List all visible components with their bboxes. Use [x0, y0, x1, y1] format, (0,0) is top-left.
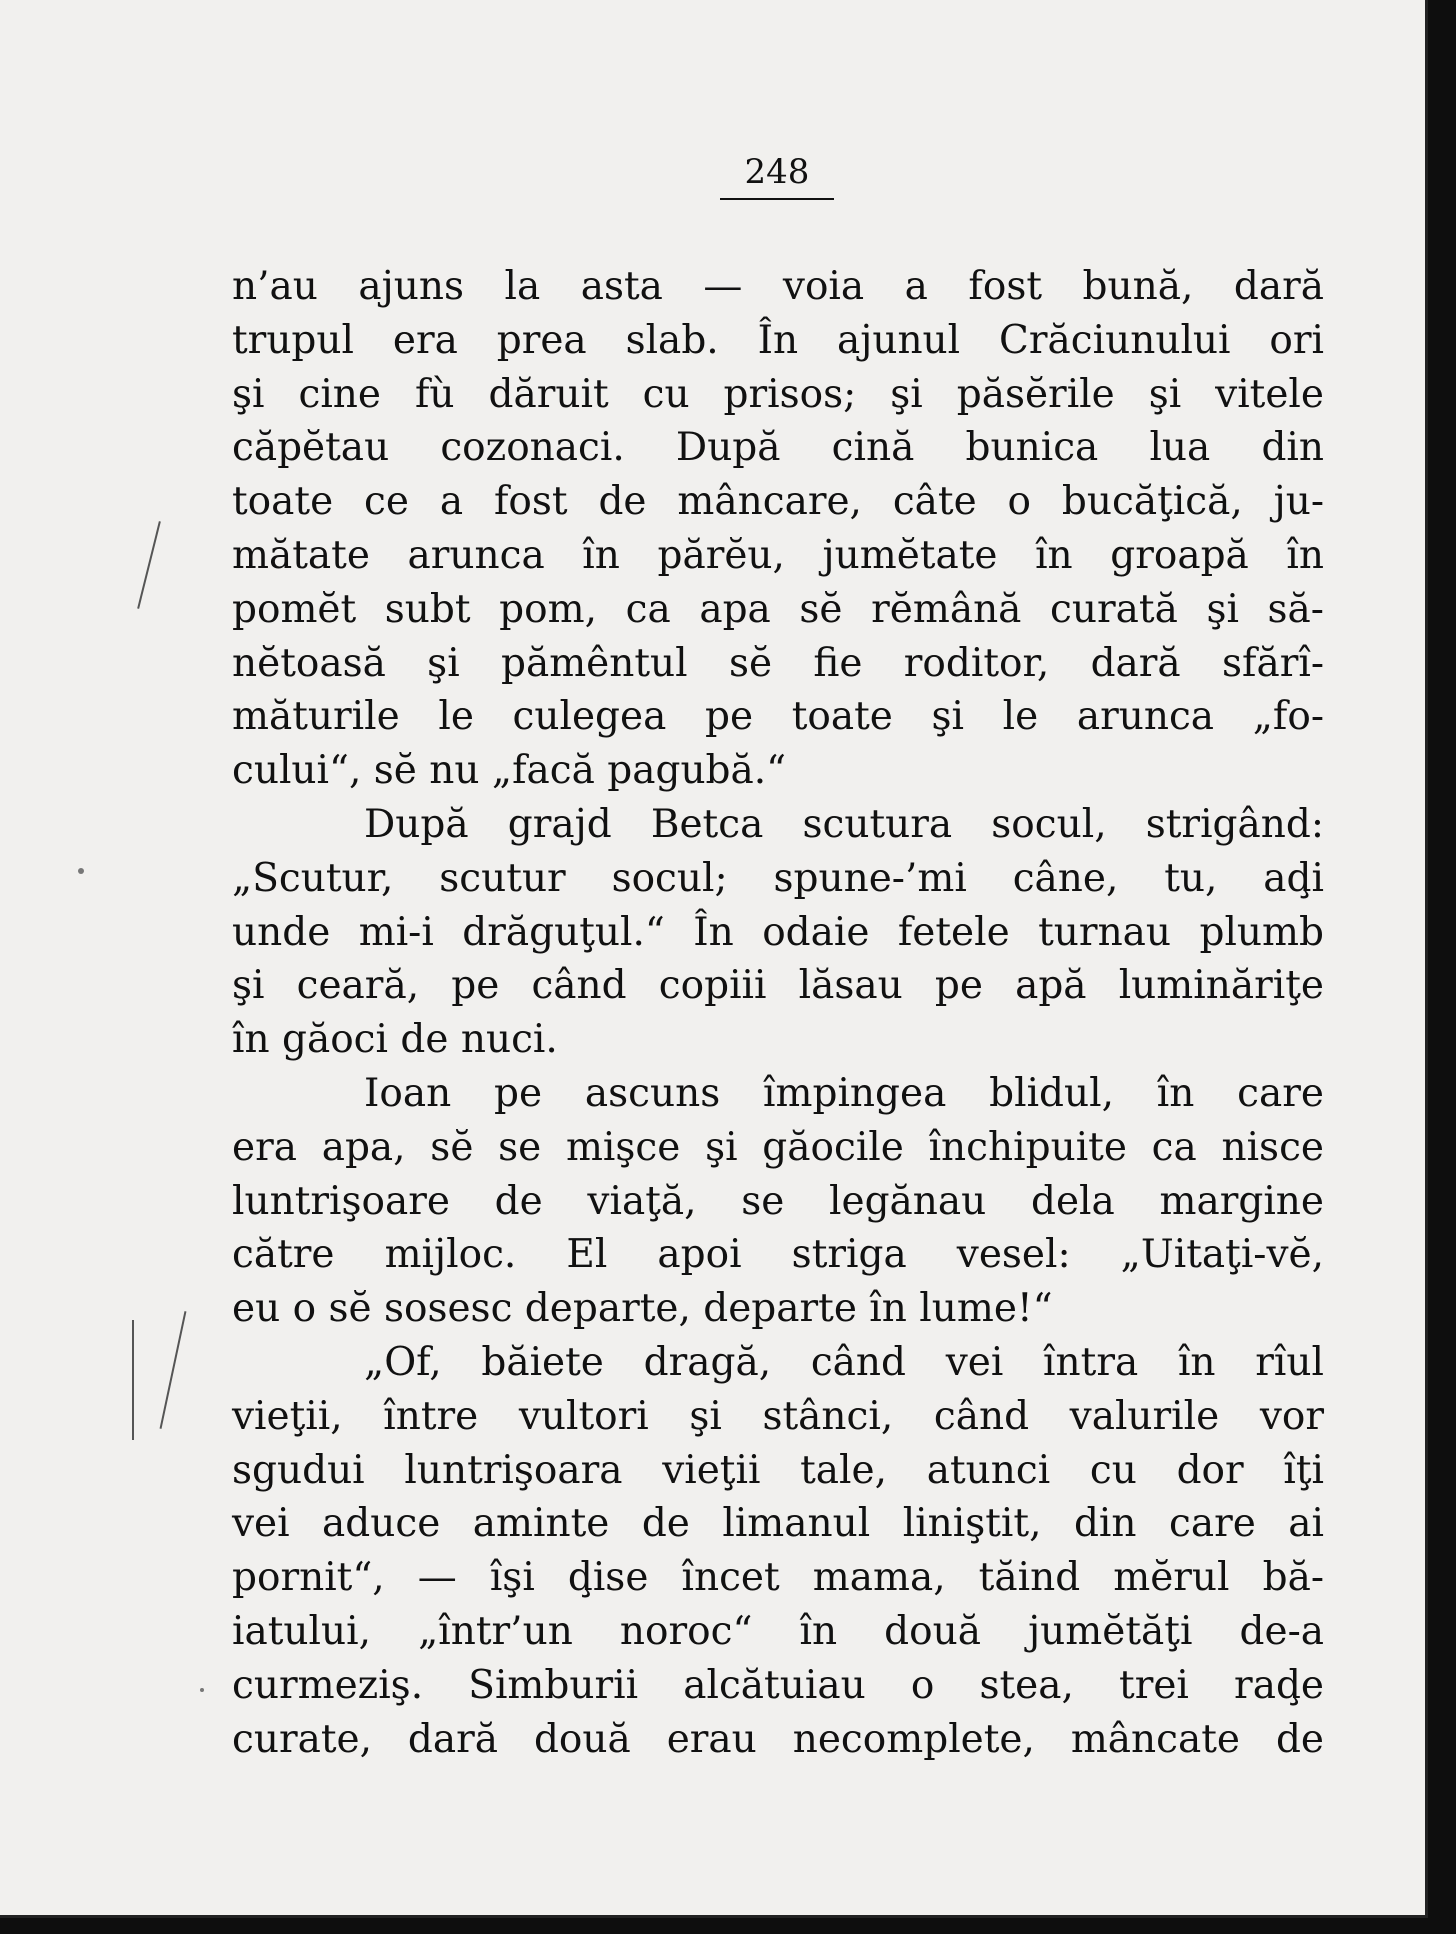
- text-line: în găoci de nuci.: [232, 1017, 558, 1063]
- text-line: sgudui luntrişoara vieţii tale, atunci cu dor îţi: [232, 1447, 1324, 1493]
- text-line: Ioan pe ascuns împingea blidul, în care: [364, 1070, 1324, 1116]
- text-line: mătate arunca în părĕu, jumĕtate în groapă în: [232, 532, 1324, 578]
- margin-speck: [78, 868, 84, 874]
- text-line: trupul era prea slab. În ajunul Crăciunului ori: [232, 317, 1324, 363]
- text-line: curmeziş. Simburii alcătuiau o stea, trei raḑe: [232, 1662, 1324, 1708]
- text-line: luntrişoare de viaţă, se legănau dela margine: [232, 1178, 1324, 1224]
- margin-mark: [137, 521, 161, 609]
- text-line: iatului, „într’un noroc“ în două jumĕtăţi de-a: [232, 1608, 1324, 1654]
- text-line: „Scutur, scutur socul; spune-’mi câne, tu, aḑi: [232, 855, 1324, 901]
- text-line: toate ce a fost de mâncare, câte o bucăţică, ju-: [232, 479, 1324, 525]
- page-number: 248: [720, 152, 834, 200]
- scan-edge-right: [1428, 0, 1456, 1934]
- text-line: pomĕt subt pom, ca apa sĕ rĕmână curată şi să-: [232, 586, 1324, 632]
- scan-edge-bottom: [0, 1918, 1456, 1934]
- text-line: şi cine fù dăruit cu prisos; şi păsĕrile şi vitele: [232, 371, 1324, 417]
- text-line: n’au ajuns la asta — voia a fost bună, dară: [232, 264, 1324, 309]
- margin-mark: [160, 1311, 187, 1429]
- text-line: cului“, sĕ nu „facă pagubă.“: [232, 748, 787, 794]
- text-line: către mijloc. El apoi striga vesel: „Uitaţi-vĕ,: [232, 1232, 1324, 1278]
- text-line: unde mi-i drăguţul.“ În odaie fetele turnau plumb: [232, 909, 1324, 955]
- text-line: vei aduce aminte de limanul liniştit, din care ai: [232, 1501, 1324, 1547]
- text-line: eu o sĕ sosesc departe, departe în lume!“: [232, 1286, 1053, 1332]
- margin-speck: [200, 1688, 204, 1692]
- text-line: nĕtoasă şi pămêntul sĕ fie roditor, dară sfărî-: [232, 640, 1324, 686]
- text-line: şi ceară, pe când copiii lăsau pe apă luminăriţe: [232, 963, 1324, 1009]
- text-line: După grajd Betca scutura socul, strigând:: [364, 801, 1324, 847]
- text-line: curate, dară două erau necomplete, mâncate de: [232, 1716, 1324, 1762]
- text-line: vieţii, între vultori şi stânci, când valurile vor: [232, 1393, 1324, 1439]
- text-line: măturile le culegea pe toate şi le arunca „fo-: [232, 694, 1324, 740]
- text-line: era apa, sĕ se mişce şi găocile închipuite ca nisce: [232, 1124, 1324, 1170]
- body-text: [232, 260, 1324, 1766]
- margin-mark: [132, 1320, 134, 1440]
- text-line: căpĕtau cozonaci. După cină bunica lua din: [232, 425, 1324, 471]
- text-line: „Of, băiete dragă, când vei întra în rîul: [364, 1339, 1324, 1385]
- text-line: pornit“, — îşi ḑise încet mama, tăind mĕrul bă-: [232, 1555, 1324, 1601]
